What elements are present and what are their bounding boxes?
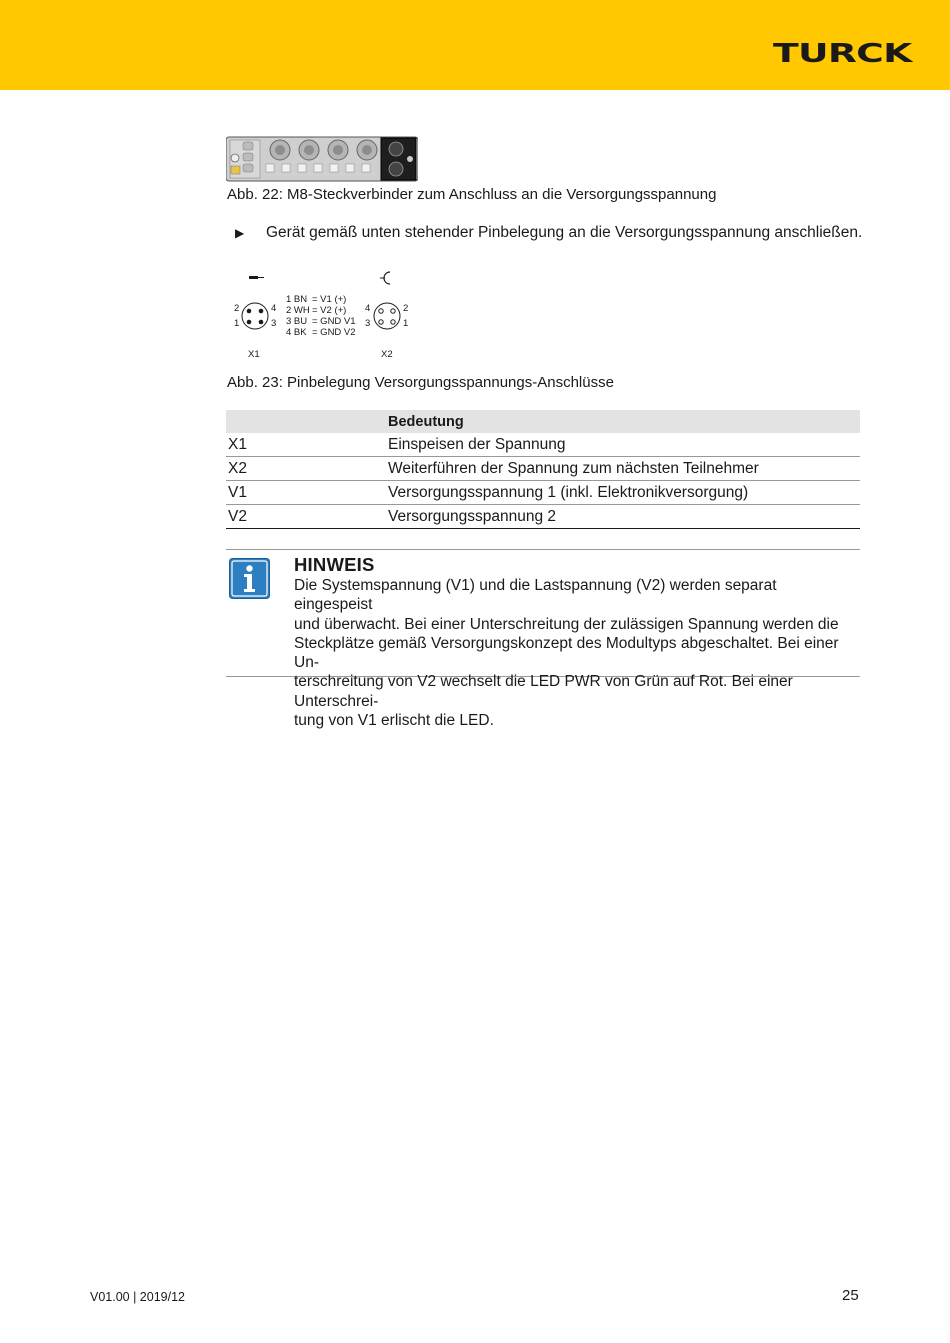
pin-legend-value: = V1 (+) — [312, 294, 347, 305]
x2-pin-label: 2 — [403, 303, 409, 314]
note-box — [226, 549, 860, 730]
pin-legend-wire: 3 BU — [286, 316, 308, 327]
table-row — [226, 457, 860, 481]
instruction-text: Gerät gemäß unten stehender Pinbelegung an die Versorgungsspannung anschließen. — [266, 224, 863, 241]
pin-assignment-diagram — [226, 268, 426, 363]
table-header-cell — [226, 410, 386, 433]
pin-legend-value: = GND V1 — [312, 316, 356, 327]
table-cell-value: Versorgungsspannung 1 (inkl. Elektronikversorgung) — [386, 481, 860, 505]
table-row — [226, 433, 860, 457]
x1-label: X1 — [248, 349, 260, 360]
pin-legend-wire: 4 BK — [286, 327, 307, 338]
table-cell-key: X2 — [226, 457, 386, 481]
triangle-right-icon: ▶ — [235, 226, 245, 240]
pin-legend-wire: 1 BN — [286, 294, 308, 305]
x1-pin-label: 2 — [234, 303, 240, 314]
table-cell-key: V2 — [226, 505, 386, 529]
pin-legend-value: = V2 (+) — [312, 305, 347, 316]
figure-23-caption: Abb. 23: Pinbelegung Versorgungsspannungs-Anschlüsse — [227, 374, 614, 391]
x2-pin-label: 3 — [365, 318, 371, 329]
info-icon — [229, 558, 270, 599]
x2-pin-label: 4 — [365, 303, 371, 314]
x1-pin-label: 4 — [271, 303, 277, 314]
table-row — [226, 505, 860, 529]
footer-version: V01.00 | 2019/12 — [90, 1290, 185, 1304]
table-header-cell: Bedeutung — [386, 410, 860, 433]
page-number: 25 — [842, 1287, 859, 1304]
note-line: tung von V1 erlischt die LED. — [294, 712, 494, 730]
x2-pin-label: 1 — [403, 318, 409, 329]
table-cell-key: X1 — [226, 433, 386, 457]
table-cell-key: V1 — [226, 481, 386, 505]
x1-pin-label: 3 — [271, 318, 277, 329]
connector-meaning-table — [226, 410, 860, 529]
x2-label: X2 — [381, 349, 393, 360]
turck-logo: TURCK — [773, 39, 912, 69]
table-cell-value: Einspeisen der Spannung — [386, 433, 860, 457]
table-row — [226, 481, 860, 505]
note-line: Die Systemspannung (V1) und die Lastspannung (V2) werden separat eingespeist — [294, 577, 777, 614]
note-title: HINWEIS — [294, 554, 375, 575]
pin-legend-wire: 2 WH — [286, 305, 310, 316]
figure-22-caption: Abb. 22: M8-Steckverbinder zum Anschluss an die Versorgungsspannung — [227, 186, 717, 203]
device-m8-connector-image — [226, 136, 418, 182]
note-line: Steckplätze gemäß Versorgungskonzept des Modultyps abgeschaltet. Bei einer Un- — [294, 634, 839, 672]
table-cell-value: Weiterführen der Spannung zum nächsten Teilnehmer — [386, 457, 860, 481]
note-body — [294, 576, 854, 730]
table-cell-value: Versorgungsspannung 2 — [386, 505, 860, 529]
x1-pin-label: 1 — [234, 318, 240, 329]
pin-legend-value: = GND V2 — [312, 327, 356, 338]
note-line: terschreitung von V2 wechselt die LED PWR von Grün auf Rot. Bei einer Unterschrei- — [294, 673, 793, 710]
page-header — [0, 0, 950, 90]
note-line: und überwacht. Bei einer Unterschreitung der zulässigen Spannung werden die — [294, 615, 839, 633]
table-header-row — [226, 410, 860, 433]
